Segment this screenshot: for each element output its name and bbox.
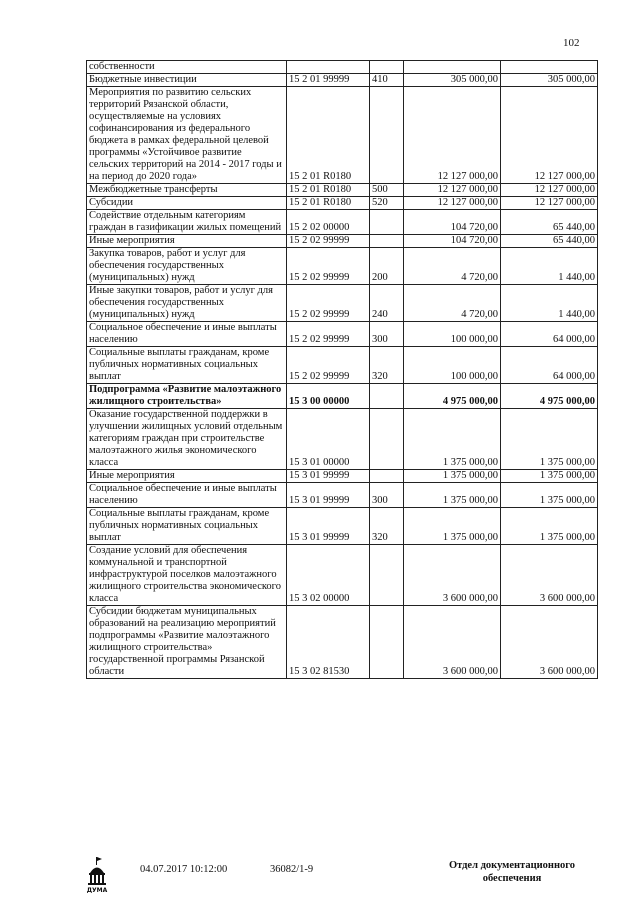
row-name-cell: Содействие отдельным категориям граждан в газификации жилых помещений — [87, 210, 287, 235]
row-sum-2017-cell: 12 127 000,00 — [404, 197, 501, 210]
row-sum-2017-cell: 12 127 000,00 — [404, 184, 501, 197]
row-code-cell — [287, 61, 370, 74]
row-expense-type-cell: 300 — [370, 483, 404, 508]
document-number: 36082/1-9 — [270, 864, 314, 875]
row-sum-2018-cell: 1 375 000,00 — [501, 470, 598, 483]
row-sum-2018-cell: 64 000,00 — [501, 347, 598, 384]
row-expense-type-cell — [370, 210, 404, 235]
row-code-cell: 15 3 02 00000 — [287, 545, 370, 606]
row-sum-2017-cell: 3 600 000,00 — [404, 606, 501, 679]
department-line-1: Отдел документационного — [448, 860, 576, 871]
row-name-cell: Создание условий для обеспечения коммунальной и транспортной инфраструктурой поселков малоэтажного жилищного строительства экономического класса — [87, 545, 287, 606]
table-row — [87, 606, 598, 679]
table-row — [87, 248, 598, 285]
row-code-cell: 15 2 01 R0180 — [287, 184, 370, 197]
row-expense-type-cell: 320 — [370, 347, 404, 384]
row-name-cell: Бюджетные инвестиции — [87, 74, 287, 87]
row-code-cell: 15 3 02 81530 — [287, 606, 370, 679]
row-sum-2018-cell: 1 440,00 — [501, 285, 598, 322]
row-sum-2018-cell: 3 600 000,00 — [501, 606, 598, 679]
row-code-cell: 15 3 01 00000 — [287, 409, 370, 470]
row-name-cell: Социальное обеспечение и иные выплаты населению — [87, 322, 287, 347]
row-sum-2017-cell: 1 375 000,00 — [404, 409, 501, 470]
row-expense-type-cell: 520 — [370, 197, 404, 210]
row-code-cell: 15 3 01 99999 — [287, 470, 370, 483]
row-sum-2018-cell: 1 375 000,00 — [501, 483, 598, 508]
row-sum-2018-cell: 64 000,00 — [501, 322, 598, 347]
row-name-cell: Иные мероприятия — [87, 470, 287, 483]
row-code-cell: 15 2 01 R0180 — [287, 87, 370, 184]
row-name-cell: Социальные выплаты гражданам, кроме публичных нормативных социальных выплат — [87, 347, 287, 384]
row-sum-2018-cell: 65 440,00 — [501, 210, 598, 235]
row-sum-2018-cell: 12 127 000,00 — [501, 197, 598, 210]
row-expense-type-cell — [370, 87, 404, 184]
row-name-cell: Закупка товаров, работ и услуг для обеспечения государственных (муниципальных) нужд — [87, 248, 287, 285]
table-row — [87, 285, 598, 322]
row-sum-2017-cell: 1 375 000,00 — [404, 508, 501, 545]
row-sum-2017-cell: 3 600 000,00 — [404, 545, 501, 606]
row-name-cell: Межбюджетные трансферты — [87, 184, 287, 197]
row-sum-2018-cell — [501, 61, 598, 74]
row-code-cell: 15 2 02 00000 — [287, 210, 370, 235]
row-sum-2018-cell: 65 440,00 — [501, 235, 598, 248]
table-body — [87, 61, 598, 679]
table-row — [87, 470, 598, 483]
row-expense-type-cell — [370, 606, 404, 679]
row-code-cell: 15 3 01 99999 — [287, 483, 370, 508]
table-row — [87, 61, 598, 74]
table-row — [87, 483, 598, 508]
duma-logo-icon — [86, 856, 108, 894]
row-sum-2017-cell: 4 975 000,00 — [404, 384, 501, 409]
budget-table — [86, 60, 598, 679]
row-name-cell: Иные закупки товаров, работ и услуг для обеспечения государственных (муниципальных) нужд — [87, 285, 287, 322]
table-row — [87, 184, 598, 197]
logo-text: ДУМА — [86, 887, 108, 894]
row-name-cell: Социальное обеспечение и иные выплаты населению — [87, 483, 287, 508]
table-row — [87, 384, 598, 409]
row-name-cell: Иные мероприятия — [87, 235, 287, 248]
row-name-cell: Мероприятия по развитию сельских территорий Рязанской области, осуществляемые на условиях софинансирования из федерального бюджета в рамках федеральной целевой программы «Устойчивое развитие сельских территорий на 2014 - 2017 годы и на период до 2020 года» — [87, 87, 287, 184]
row-sum-2017-cell: 4 720,00 — [404, 248, 501, 285]
row-expense-type-cell — [370, 384, 404, 409]
row-name-cell: собственности — [87, 61, 287, 74]
row-expense-type-cell: 320 — [370, 508, 404, 545]
row-expense-type-cell — [370, 545, 404, 606]
row-sum-2018-cell: 12 127 000,00 — [501, 184, 598, 197]
table-row — [87, 74, 598, 87]
row-expense-type-cell — [370, 235, 404, 248]
row-sum-2017-cell: 305 000,00 — [404, 74, 501, 87]
row-name-cell: Субсидии — [87, 197, 287, 210]
table-row — [87, 347, 598, 384]
row-sum-2017-cell: 1 375 000,00 — [404, 483, 501, 508]
row-code-cell: 15 2 01 99999 — [287, 74, 370, 87]
row-expense-type-cell: 240 — [370, 285, 404, 322]
row-code-cell: 15 2 02 99999 — [287, 248, 370, 285]
row-name-cell: Подпрограмма «Развитие малоэтажного жилищного строительства» — [87, 384, 287, 409]
row-expense-type-cell: 410 — [370, 74, 404, 87]
table-row — [87, 508, 598, 545]
row-code-cell: 15 2 01 R0180 — [287, 197, 370, 210]
row-sum-2017-cell: 1 375 000,00 — [404, 470, 501, 483]
row-sum-2018-cell: 4 975 000,00 — [501, 384, 598, 409]
department-stamp — [432, 859, 592, 885]
table-row — [87, 409, 598, 470]
row-expense-type-cell — [370, 470, 404, 483]
row-sum-2018-cell: 1 440,00 — [501, 248, 598, 285]
department-line-2: обеспечения — [482, 873, 542, 884]
row-expense-type-cell: 200 — [370, 248, 404, 285]
row-sum-2018-cell: 305 000,00 — [501, 74, 598, 87]
row-expense-type-cell — [370, 409, 404, 470]
row-sum-2017-cell: 104 720,00 — [404, 210, 501, 235]
table-row — [87, 322, 598, 347]
row-sum-2018-cell: 12 127 000,00 — [501, 87, 598, 184]
stamp-date: 04.07.2017 10:12:00 — [140, 864, 228, 875]
page-number: 102 — [563, 37, 580, 49]
row-code-cell: 15 2 02 99999 — [287, 285, 370, 322]
row-sum-2018-cell: 3 600 000,00 — [501, 545, 598, 606]
row-code-cell: 15 2 02 99999 — [287, 235, 370, 248]
row-name-cell: Субсидии бюджетам муниципальных образований на реализацию мероприятий подпрограммы «Развитие малоэтажного жилищного строительства» государственной программы Рязанской области — [87, 606, 287, 679]
table-row — [87, 545, 598, 606]
row-sum-2017-cell — [404, 61, 501, 74]
row-sum-2017-cell: 12 127 000,00 — [404, 87, 501, 184]
table-row — [87, 197, 598, 210]
row-sum-2017-cell: 4 720,00 — [404, 285, 501, 322]
row-sum-2017-cell: 104 720,00 — [404, 235, 501, 248]
row-code-cell: 15 2 02 99999 — [287, 322, 370, 347]
row-expense-type-cell: 300 — [370, 322, 404, 347]
footer — [0, 856, 640, 896]
row-code-cell: 15 3 00 00000 — [287, 384, 370, 409]
table-row — [87, 210, 598, 235]
table-row — [87, 235, 598, 248]
row-expense-type-cell: 500 — [370, 184, 404, 197]
row-sum-2018-cell: 1 375 000,00 — [501, 508, 598, 545]
row-code-cell: 15 3 01 99999 — [287, 508, 370, 545]
row-name-cell: Оказание государственной поддержки в улучшении жилищных условий отдельным категориям граждан при строительстве малоэтажного жилья экономического класса — [87, 409, 287, 470]
row-sum-2018-cell: 1 375 000,00 — [501, 409, 598, 470]
row-name-cell: Социальные выплаты гражданам, кроме публичных нормативных социальных выплат — [87, 508, 287, 545]
row-sum-2017-cell: 100 000,00 — [404, 347, 501, 384]
row-sum-2017-cell: 100 000,00 — [404, 322, 501, 347]
table-row — [87, 87, 598, 184]
row-code-cell: 15 2 02 99999 — [287, 347, 370, 384]
row-expense-type-cell — [370, 61, 404, 74]
